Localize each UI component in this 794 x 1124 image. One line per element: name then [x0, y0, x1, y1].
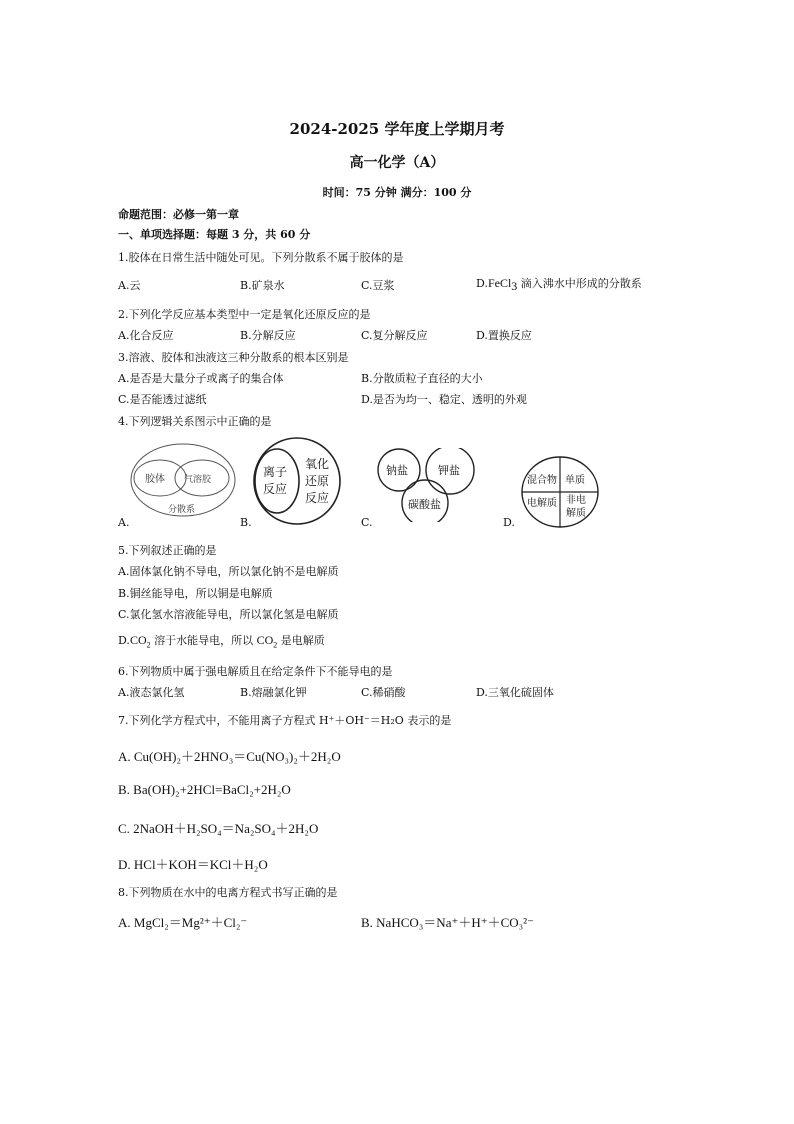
diagram-b-inner-line2: 反应 — [263, 482, 288, 496]
q7-stem: 7.下列化学方程式中，不能用离子方程式 H⁺＋OH⁻＝H₂O 表示的是 — [118, 714, 452, 727]
q5-option-a: A.固体氯化钠不导电，所以氯化钠不是电解质 — [118, 565, 339, 578]
diagram-d-label-tr: 单质 — [565, 475, 585, 486]
q3-stem: 3.溶液、胶体和浊液这三种分散系的根本区别是 — [118, 351, 349, 364]
diagram-c-label-2: 钾盐 — [438, 464, 460, 477]
page-title: 2024-2025 学年度上学期月考 — [289, 120, 505, 138]
q3-option-b: B.分散质粒子直径的大小 — [361, 372, 483, 385]
diagram-a-outer-label: 分散系 — [168, 505, 196, 515]
q3-option-c: C.是否能透过滤纸 — [118, 393, 207, 406]
q3-option-d: D.是否为均一、稳定、透明的外观 — [361, 393, 527, 406]
diagram-c — [372, 448, 482, 522]
q1-option-b: B.矿泉水 — [240, 279, 285, 292]
q1-option-c: C.豆浆 — [361, 279, 395, 292]
q7-option-c: C. 2NaOH＋H₂SO₄＝Na₂SO₄＋2H₂O — [118, 821, 319, 836]
q8-option-b: B. NaHCO₃＝Na⁺＋H⁺＋CO₃²⁻ — [361, 915, 534, 930]
diagram-c-label-3: 碳酸盐 — [408, 498, 441, 511]
q8-option-a: A. MgCl₂＝Mg²⁺＋Cl₂⁻ — [118, 915, 248, 930]
q4-option-b: B. — [240, 516, 252, 529]
diagram-d-label-tl: 混合物 — [527, 475, 557, 486]
q2-option-a: A.化合反应 — [118, 329, 174, 342]
diagram-d — [520, 454, 602, 530]
time-info: 时间：75 分钟 满分：100 分 — [322, 186, 472, 199]
q1-option-d: D.FeCl$_3$ 滴入沸水中形成的分散系 — [476, 276, 642, 294]
diagram-b-outer-line1: 氧化 — [305, 457, 330, 471]
q8-stem: 8.下列物质在水中的电离方程式书写正确的是 — [118, 886, 338, 899]
q1-stem: 1.胶体在日常生活中随处可见。下列分散系不属于胶体的是 — [118, 251, 404, 264]
diagram-b-outer-line3: 反应 — [305, 491, 330, 505]
q7-option-d: D. HCl＋KOH＝KCl＋H₂O — [118, 857, 268, 872]
q1-option-a: A.云 — [118, 279, 141, 292]
diagram-b — [250, 436, 345, 526]
q3-option-a: A.是否是大量分子或离子的集合体 — [118, 372, 284, 385]
diagram-a-right-label: 气溶胶 — [184, 475, 212, 485]
q6-option-c: C.稀硝酸 — [361, 686, 406, 699]
diagram-d-label-bl: 电解质 — [527, 498, 557, 509]
q4-stem: 4.下列逻辑关系图示中正确的是 — [118, 415, 272, 428]
q7-option-a: A. Cu(OH)₂＋2HNO₃＝Cu(NO₃)₂＋2H₂O — [118, 749, 341, 764]
page-subtitle: 高一化学（A） — [349, 155, 445, 171]
q5-option-b: B.铜丝能导电，所以铜是电解质 — [118, 587, 273, 600]
q6-option-d: D.三氧化硫固体 — [476, 686, 554, 699]
q2-option-c: C.复分解反应 — [361, 329, 428, 342]
q2-option-d: D.置换反应 — [476, 329, 532, 342]
q5-option-d: $D.CO_2$ 溶于水能导电，所以 $CO_2$ 是电解质 — [118, 633, 325, 650]
diagram-b-inner-ellipse — [255, 449, 299, 513]
diagram-d-label-br2: 解质 — [566, 508, 586, 519]
diagram-a — [128, 440, 238, 522]
q4-option-d: D. — [503, 516, 515, 529]
q2-option-b: B.分解反应 — [240, 329, 296, 342]
diagram-a-left-label: 胶体 — [145, 474, 165, 485]
diagram-b-outer-line2: 还原 — [305, 474, 330, 488]
scope-line: 命题范围：必修一第一章 — [118, 208, 239, 221]
section-heading: 一、单项选择题：每题 3 分，共 60 分 — [118, 228, 311, 241]
diagram-d-label-br1: 非电 — [566, 495, 586, 506]
q6-stem: 6.下列物质中属于强电解质且在给定条件下不能导电的是 — [118, 665, 393, 678]
q4-option-c: C. — [361, 516, 373, 529]
q6-option-a: A.液态氯化氢 — [118, 686, 185, 699]
q6-option-b: B.熔融氯化钾 — [240, 686, 307, 699]
q7-option-b: B. Ba(OH)₂+2HCl=BaCl₂+2H₂O — [118, 782, 291, 797]
diagram-c-label-1: 钠盐 — [386, 464, 408, 477]
q5-option-c: C.氯化氢水溶液能导电，所以氯化氢是电解质 — [118, 608, 339, 621]
q2-stem: 2.下列化学反应基本类型中一定是氧化还原反应的是 — [118, 308, 371, 321]
diagram-b-inner-line1: 离子 — [263, 465, 288, 479]
q5-stem: 5.下列叙述正确的是 — [118, 544, 217, 557]
q4-option-a: A. — [118, 516, 130, 529]
